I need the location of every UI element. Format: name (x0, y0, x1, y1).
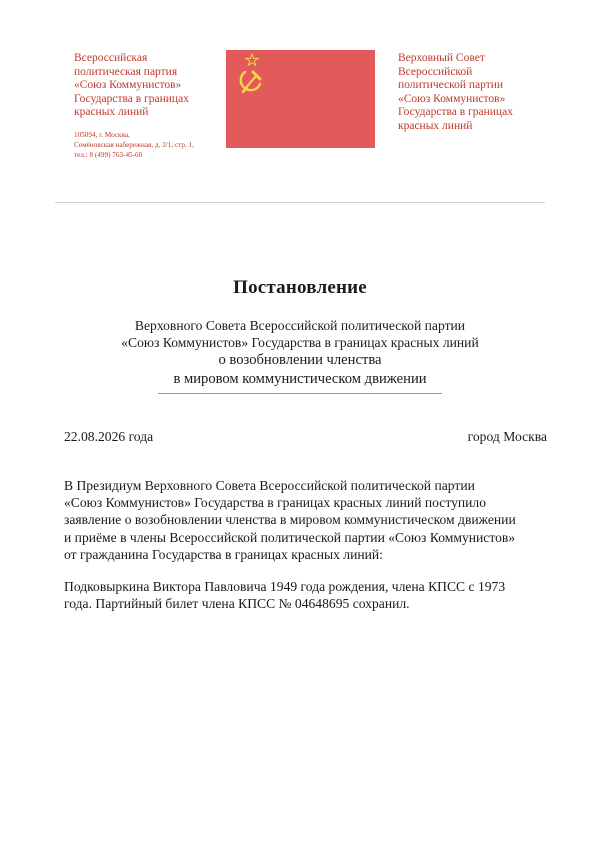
body-line: «Союз Коммунистов» Государства в границах красных линий поступило (64, 495, 487, 511)
body-line: В Президиум Верховного Совета Всероссийской политической партии (64, 478, 475, 493)
subtitle-line: «Союз Коммунистов» Государства в границах красных линий (121, 335, 479, 350)
address-block (74, 130, 244, 160)
subject-underline (158, 393, 442, 394)
body-line: от гражданина Государства в границах красных линий: (64, 546, 383, 562)
council-name-line: Государства в границах (398, 106, 513, 118)
org-name-line: политическая партия (74, 65, 178, 78)
org-name-line: Всероссийская (74, 52, 148, 64)
letterhead-right (398, 52, 568, 133)
council-name-line: «Союз Коммунистов» (398, 92, 506, 105)
address-line: 105094, г. Москва, (74, 130, 130, 139)
body-line: года. Партийный билет члена КПСС № 04648695 сохранил. (64, 596, 410, 612)
body-line: и приёме в члены Всероссийской политической партии «Союз Коммунистов» (64, 529, 516, 545)
document-city: город Москва (467, 429, 547, 444)
phone-line: тел.: 8 (499) 763-45-60 (74, 150, 143, 159)
paragraph-2 (64, 578, 554, 612)
letterhead-divider (55, 202, 545, 203)
council-name-line: политической партии (398, 79, 504, 91)
hammer-sickle-star-icon (226, 50, 375, 148)
council-name-line: Верховный Совет (398, 52, 485, 64)
subject-line: о возобновлении членства (218, 352, 382, 368)
body-line: Подковыркина Виктора Павловича 1949 года рождения, члена КПСС с 1973 (64, 579, 506, 594)
org-name-line: Государства в границах (74, 92, 189, 105)
ussr-flag-icon (226, 50, 375, 148)
letterhead-left (74, 52, 244, 160)
document-subtitle (0, 317, 600, 388)
document-date: 22.08.2026 года (64, 429, 154, 444)
council-name-line: красных линий (398, 119, 473, 132)
body-line: заявление о возобновлении членства в мировом коммунистическом движении (64, 512, 516, 528)
subject-line: в мировом коммунистическом движении (173, 370, 427, 387)
org-name-line: красных линий (74, 106, 149, 118)
paragraph-1 (64, 477, 554, 563)
org-name-line: «Союз Коммунистов» (74, 79, 182, 91)
subtitle-line: Верховного Совета Всероссийской политической партии (134, 318, 466, 333)
address-line: Семёновская набережная, д. 2/1, стр. 1, (74, 140, 194, 149)
document-title: Постановление (233, 277, 367, 298)
council-name-line: Всероссийской (398, 65, 473, 78)
